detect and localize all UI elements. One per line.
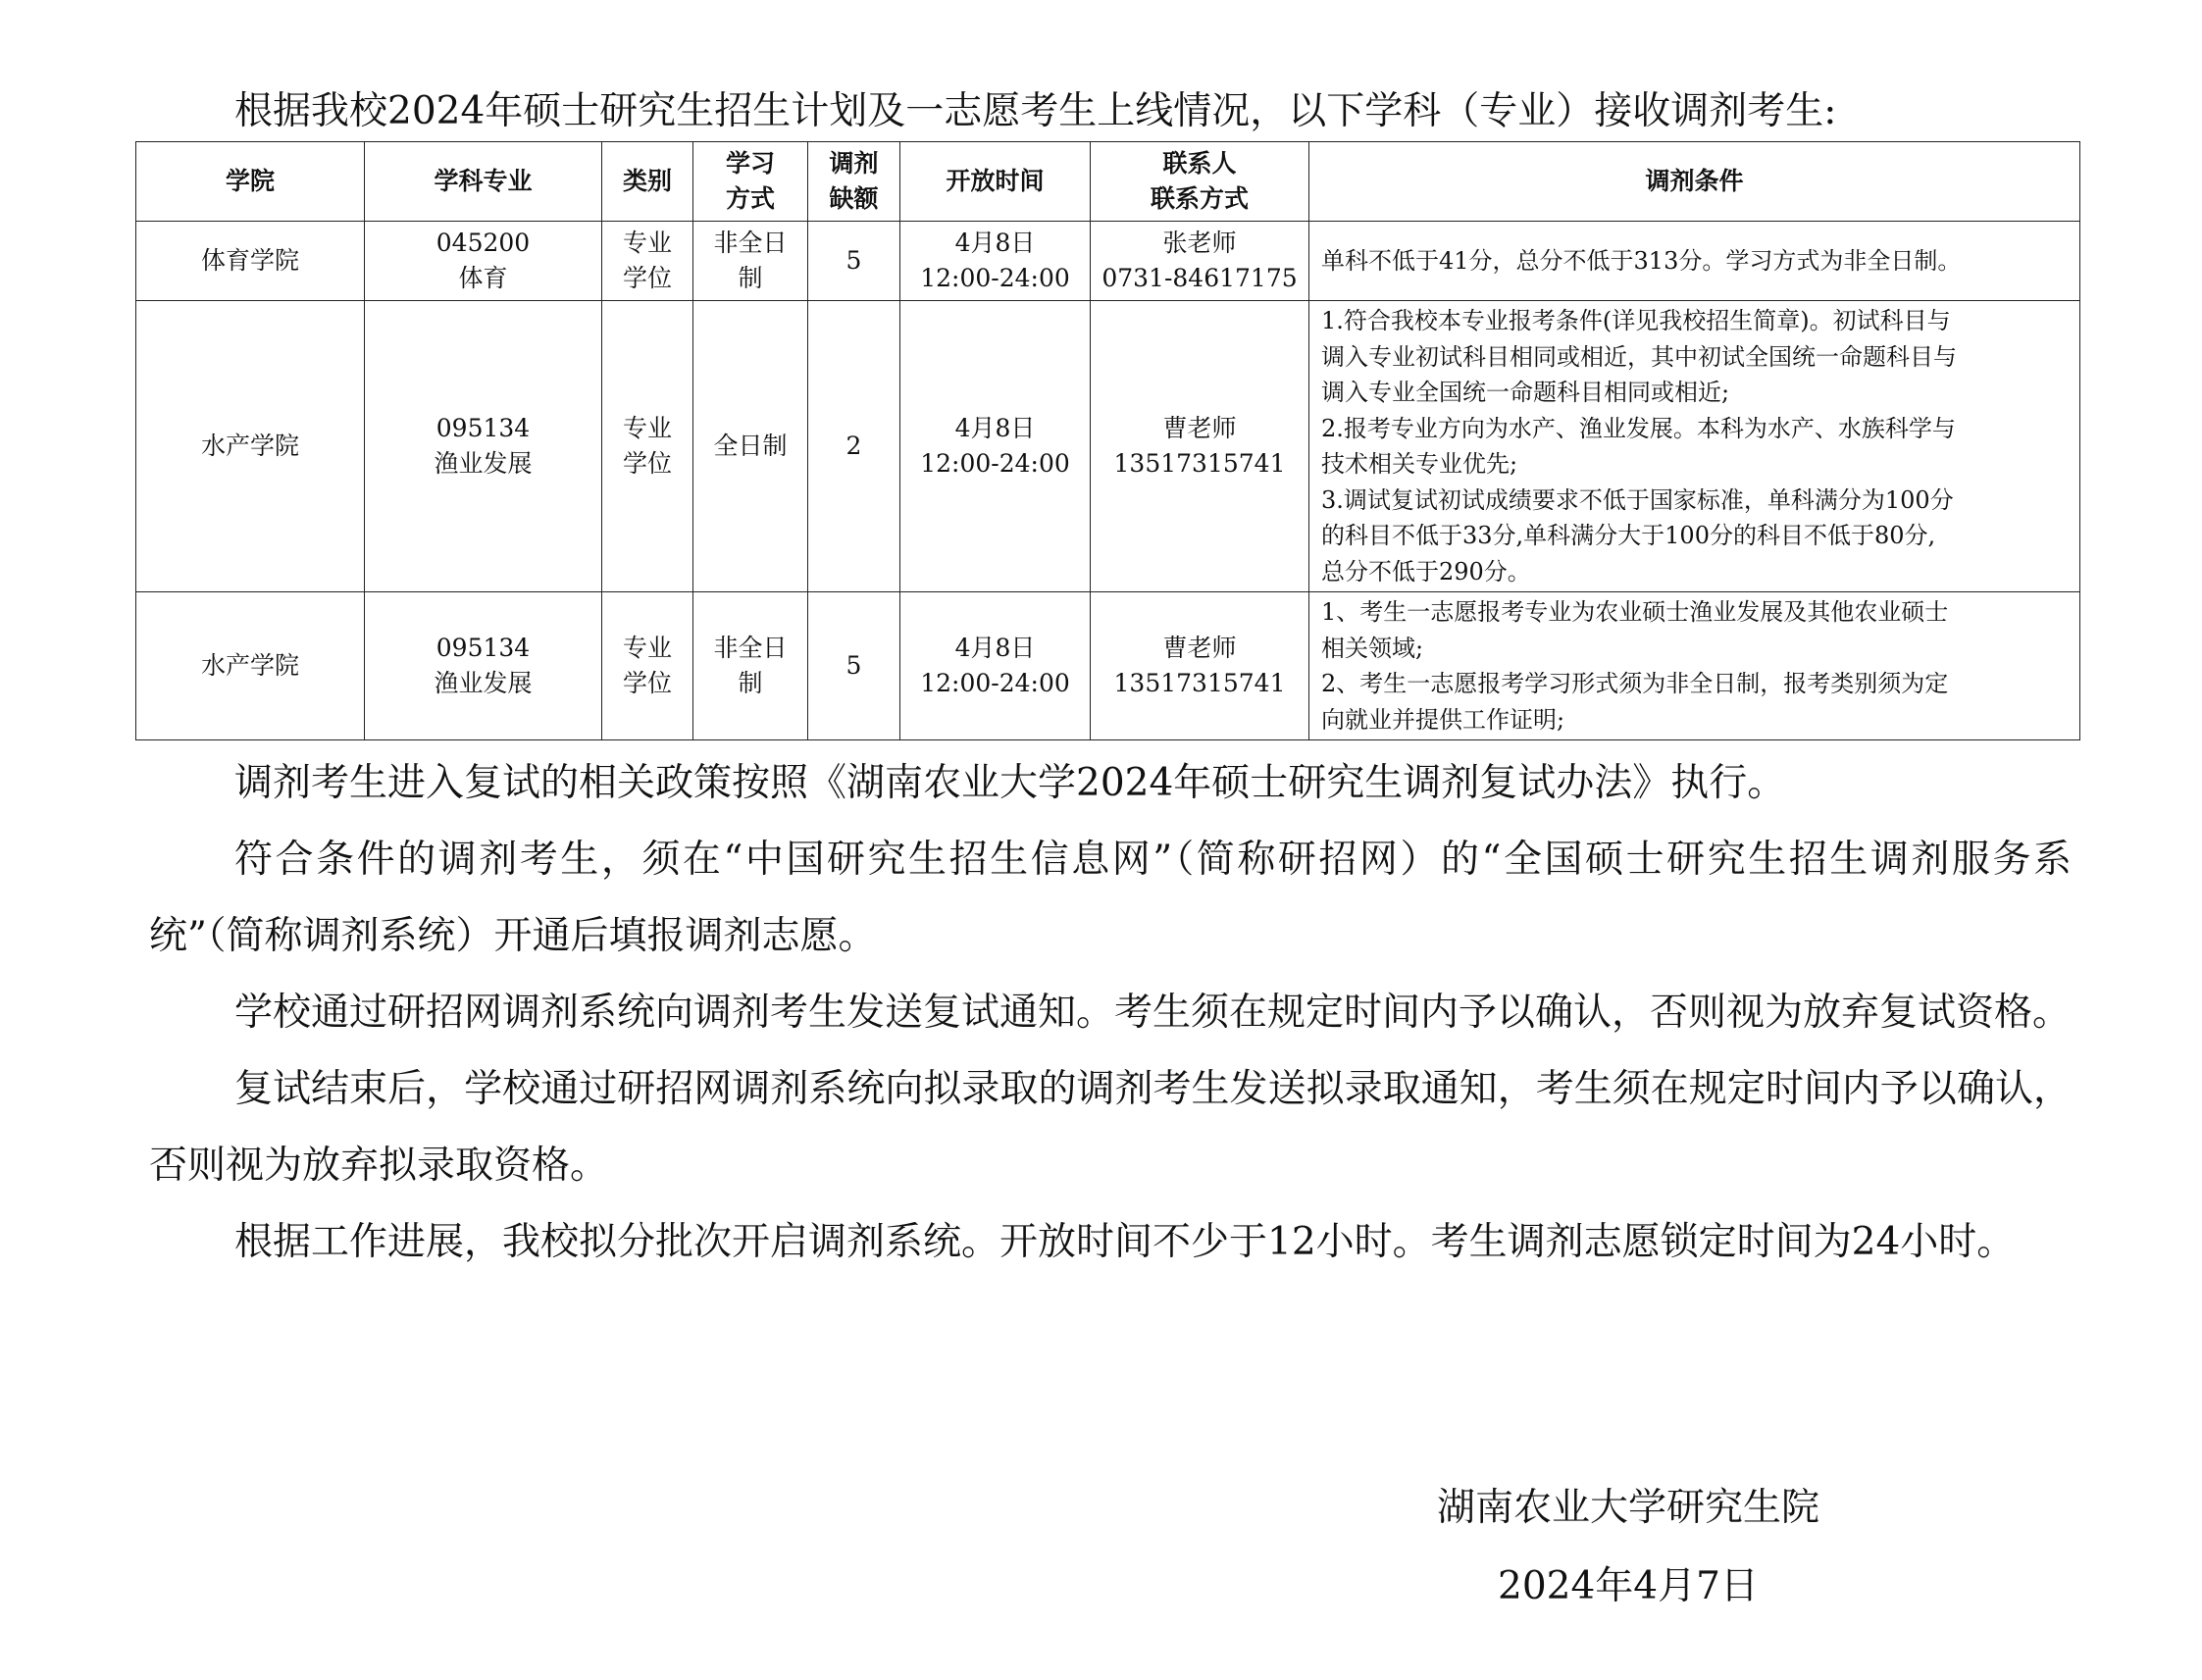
condition-line: 技术相关专业优先;: [1321, 450, 1518, 478]
condition-line: 向就业并提供工作证明;: [1321, 705, 1565, 734]
signature-organization: 湖南农业大学研究生院: [1436, 1486, 1819, 1530]
cell-contact-name: 曹老师: [1162, 414, 1237, 442]
cell-study-mode-line1: 非全日: [713, 634, 788, 662]
cell-conditions: [1309, 301, 2080, 592]
table-row: [136, 592, 2080, 740]
table-header-row: [136, 142, 2080, 222]
cell-open-time: [900, 592, 1091, 740]
cell-category-line1: 专业: [622, 634, 672, 662]
cell-category-line1: 专业: [622, 229, 672, 257]
condition-line: 的科目不低于33分,单科满分大于100分的科目不低于80分,: [1321, 522, 1936, 549]
cell-college: 水产学院: [136, 592, 365, 740]
cell-open-date: 4月8日: [954, 634, 1036, 662]
header-quota: [808, 142, 900, 222]
cell-open-time: [900, 301, 1091, 592]
cell-quota: 5: [808, 592, 900, 740]
adjustment-table: [135, 141, 2080, 740]
condition-line: 调入专业全国统一命题科目相同或相近;: [1321, 379, 1730, 406]
policy-paragraph: 复试结束后，学校通过研招网调剂系统向拟录取的调剂考生发送拟录取通知，考生须在规定时间内予以确认，否则视为放弃拟录取资格。: [149, 1067, 2072, 1188]
cell-major-name: 渔业发展: [434, 449, 533, 478]
cell-contact: [1091, 222, 1309, 301]
cell-conditions: [1309, 592, 2080, 740]
signature-block: [1412, 1469, 1844, 1626]
policy-paragraph: 调剂考生进入复试的相关政策按照《湖南农业大学2024年硕士研究生调剂复试办法》执行。: [234, 761, 1786, 805]
policy-paragraphs: [149, 745, 2072, 1281]
cell-major-code: 095134: [435, 414, 531, 442]
header-quota-line2: 缺额: [829, 184, 879, 213]
policy-paragraph: 根据工作进展，我校拟分批次开启调剂系统。开放时间不少于12小时。考生调剂志愿锁定时间为24小时。: [234, 1220, 2016, 1264]
cell-major: [365, 222, 602, 301]
cell-category-line1: 专业: [622, 414, 672, 442]
condition-line: 3.调试复试初试成绩要求不低于国家标准，单科满分为100分: [1321, 485, 1954, 514]
header-college: 学院: [136, 142, 365, 222]
cell-study-mode: [693, 592, 808, 740]
cell-major: [365, 301, 602, 592]
policy-paragraph: 学校通过研招网调剂系统向调剂考生发送复试通知。考生须在规定时间内予以确认，否则视为放弃复试资格。: [234, 991, 2072, 1035]
header-category: 类别: [602, 142, 693, 222]
condition-line: 2.报考专业方向为水产、渔业发展。本科为水产、水族科学与: [1321, 414, 1956, 442]
cell-conditions: [1309, 222, 2080, 301]
condition-line: 调入专业初试科目相同或相近，其中初试全国统一命题科目与: [1321, 342, 1957, 371]
cell-category-line2: 学位: [622, 264, 672, 292]
header-contact-line2: 联系方式: [1150, 184, 1249, 213]
cell-study-mode-line1: 全日制: [713, 432, 788, 460]
header-study-mode-line1: 学习: [725, 149, 775, 178]
cell-major: [365, 592, 602, 740]
condition-line: 2、考生一志愿报考学习形式须为非全日制，报考类别须为定: [1321, 670, 1949, 697]
cell-open-hours: 12:00-24:00: [920, 669, 1070, 697]
cell-open-date: 4月8日: [954, 414, 1036, 442]
cell-quota: 2: [808, 301, 900, 592]
cell-college: 水产学院: [136, 301, 365, 592]
intro-text: 根据我校2024年硕士研究生招生计划及一志愿考生上线情况，以下学科（专业）接收调剂考生:: [234, 89, 1837, 133]
cell-category: [602, 222, 693, 301]
signature-date: 2024年4月7日: [1498, 1564, 1759, 1608]
cell-major-name: 渔业发展: [434, 669, 533, 697]
cell-open-hours: 12:00-24:00: [920, 264, 1070, 292]
header-open-time: 开放时间: [900, 142, 1091, 222]
cell-college: 体育学院: [136, 222, 365, 301]
cell-open-time: [900, 222, 1091, 301]
cell-category: [602, 301, 693, 592]
cell-study-mode-line2: 制: [738, 264, 763, 292]
cell-category-line2: 学位: [622, 669, 672, 697]
cell-quota: 5: [808, 222, 900, 301]
condition-line: 相关领域;: [1321, 634, 1424, 662]
policy-paragraph: 符合条件的调剂考生，须在“中国研究生招生信息网”（简称研招网）的“全国硕士研究生招生调剂服务系统”（简称调剂系统）开通后填报调剂志愿。: [149, 838, 2072, 958]
header-major: 学科专业: [365, 142, 602, 222]
cell-contact-name: 曹老师: [1162, 634, 1237, 662]
cell-study-mode: [693, 222, 808, 301]
header-conditions: 调剂条件: [1309, 142, 2080, 222]
cell-contact: [1091, 592, 1309, 740]
cell-contact-name: 张老师: [1162, 229, 1237, 257]
condition-line: 单科不低于41分，总分不低于313分。学习方式为非全日制。: [1321, 246, 1962, 275]
cell-category: [602, 592, 693, 740]
header-study-mode-line2: 方式: [725, 184, 775, 213]
header-study-mode: [693, 142, 808, 222]
cell-open-date: 4月8日: [954, 229, 1036, 257]
cell-study-mode-line2: 制: [738, 669, 763, 697]
cell-study-mode: [693, 301, 808, 592]
table-row: [136, 301, 2080, 592]
header-quota-line1: 调剂: [829, 149, 879, 178]
cell-category-line2: 学位: [622, 449, 672, 478]
cell-contact-phone: 13517315741: [1113, 669, 1286, 697]
cell-contact: [1091, 301, 1309, 592]
cell-major-name: 体育: [458, 264, 508, 292]
cell-contact-phone: 0731-84617175: [1101, 264, 1298, 292]
condition-line: 1.符合我校本专业报考条件(详见我校招生简章)。初试科目与: [1321, 307, 1951, 334]
table-row: [136, 222, 2080, 301]
cell-contact-phone: 13517315741: [1113, 449, 1286, 478]
cell-study-mode-line1: 非全日: [713, 229, 788, 257]
cell-major-code: 045200: [435, 229, 531, 257]
condition-line: 1、考生一志愿报考专业为农业硕士渔业发展及其他农业硕士: [1321, 598, 1949, 626]
header-contact: [1091, 142, 1309, 222]
condition-line: 总分不低于290分。: [1321, 557, 1531, 585]
header-contact-line1: 联系人: [1162, 149, 1237, 178]
cell-open-hours: 12:00-24:00: [920, 449, 1070, 478]
cell-major-code: 095134: [435, 634, 531, 662]
